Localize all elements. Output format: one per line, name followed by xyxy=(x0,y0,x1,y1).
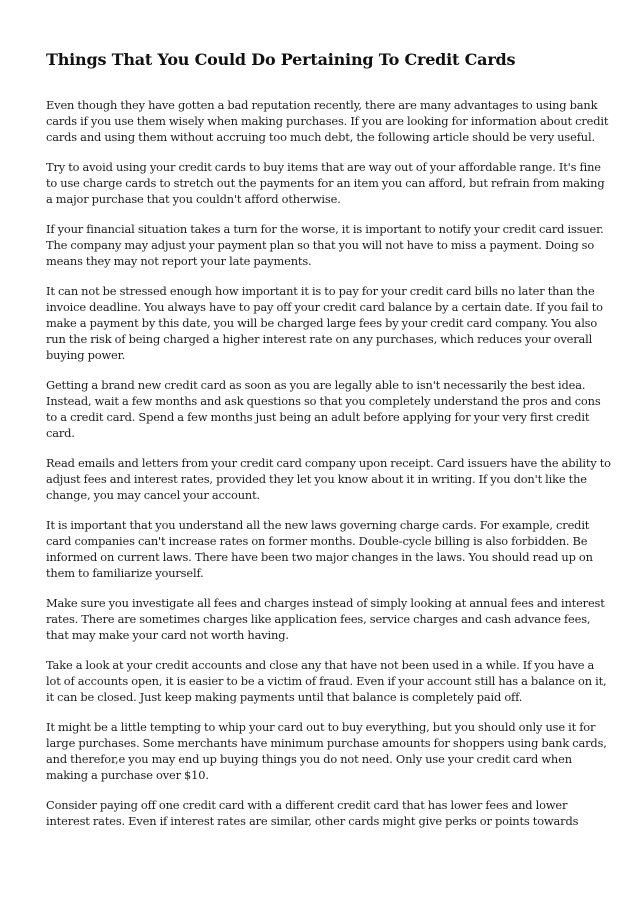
text-line: informed on current laws. There have been two major changes in the laws. You should read up on xyxy=(46,550,593,564)
text-line: cards if you use them wisely when making purchases. If you are looking for information about credit xyxy=(46,114,609,128)
text-line: and therefor,e you may end up buying things you do not need. Only use your credit card when xyxy=(46,752,572,766)
text-line: a major purchase that you couldn't afford otherwise. xyxy=(46,192,341,206)
text-line: to use charge cards to stretch out the payments for an item you can afford, but refrain from making xyxy=(46,176,605,190)
text-line: cards and using them without accruing too much debt, the following article should be very useful. xyxy=(46,130,595,144)
text-line: adjust fees and interest rates, provided they let you know about it in writing. If you don't like the xyxy=(46,472,587,486)
text-line: Try to avoid using your credit cards to buy items that are way out of your affordable range. It's fine xyxy=(46,160,601,174)
document-page xyxy=(46,50,611,843)
text-line: to a credit card. Spend a few months just being an adult before applying for your very first credit xyxy=(46,410,590,424)
text-line: It can not be stressed enough how important it is to pay for your credit card bills no later than the xyxy=(46,284,595,298)
text-line: card companies can't increase rates on former months. Double-cycle billing is also forbidden. Be xyxy=(46,534,588,548)
text-line: that may make your card not worth having. xyxy=(46,628,289,642)
text-line: large purchases. Some merchants have minimum purchase amounts for shoppers using bank cards, xyxy=(46,736,607,750)
text-line: interest rates. Even if interest rates are similar, other cards might give perks or points towards xyxy=(46,814,579,828)
paragraph xyxy=(46,719,607,783)
text-line: it can be closed. Just keep making payments until that balance is completely paid off. xyxy=(46,690,523,704)
paragraph xyxy=(46,221,604,269)
text-line: It is important that you understand all the new laws governing charge cards. For example, credit xyxy=(46,518,590,532)
paragraph xyxy=(46,455,611,503)
paragraph xyxy=(46,377,601,441)
text-line: means they may not report your late payments. xyxy=(46,254,312,268)
text-line: If your financial situation takes a turn for the worse, it is important to notify your credit card issuer. xyxy=(46,222,604,236)
text-line: The company may adjust your payment plan so that you will not have to miss a payment. Doing so xyxy=(46,238,595,252)
text-line: Even though they have gotten a bad reputation recently, there are many advantages to using bank xyxy=(46,98,598,112)
text-line: Consider paying off one credit card with a different credit card that has lower fees and lower xyxy=(46,798,568,812)
paragraph xyxy=(46,657,607,705)
text-line: card. xyxy=(46,426,75,440)
text-line: lot of accounts open, it is easier to be a victim of fraud. Even if your account still has a balance on it, xyxy=(46,674,607,688)
paragraph xyxy=(46,517,594,581)
text-line: buying power. xyxy=(46,348,126,362)
text-line: making a purchase over $10. xyxy=(46,768,209,782)
page-title: Things That You Could Do Pertaining To Credit Cards xyxy=(46,50,516,69)
text-line: make a payment by this date, you will be charged large fees by your credit card company. You also xyxy=(46,316,598,330)
text-line: Instead, wait a few months and ask questions so that you completely understand the pros and cons xyxy=(46,394,601,408)
text-line: invoice deadline. You always have to pay off your credit card balance by a certain date. If you fail to xyxy=(46,300,603,314)
text-line: Getting a brand new credit card as soon as you are legally able to isn't necessarily the best idea. xyxy=(46,378,586,392)
text-line: change, you may cancel your account. xyxy=(46,488,260,502)
text-line: them to familiarize yourself. xyxy=(46,566,204,580)
paragraph xyxy=(46,97,609,145)
text-line: Take a look at your credit accounts and close any that have not been used in a while. If you have a xyxy=(46,658,595,672)
paragraph xyxy=(46,595,605,643)
paragraph xyxy=(46,283,603,363)
text-line: Make sure you investigate all fees and charges instead of simply looking at annual fees and interest xyxy=(46,596,605,610)
paragraph xyxy=(46,797,594,829)
text-line: It might be a little tempting to whip your card out to buy everything, but you should only use it for xyxy=(46,720,596,734)
text-line: rates. There are sometimes charges like application fees, service charges and cash advance fees, xyxy=(46,612,591,626)
text-line: Read emails and letters from your credit card company upon receipt. Card issuers have the ability to xyxy=(46,456,611,470)
article-body xyxy=(46,97,611,829)
paragraph xyxy=(46,159,605,207)
text-line: run the risk of being charged a higher interest rate on any purchases, which reduces your overall xyxy=(46,332,593,346)
